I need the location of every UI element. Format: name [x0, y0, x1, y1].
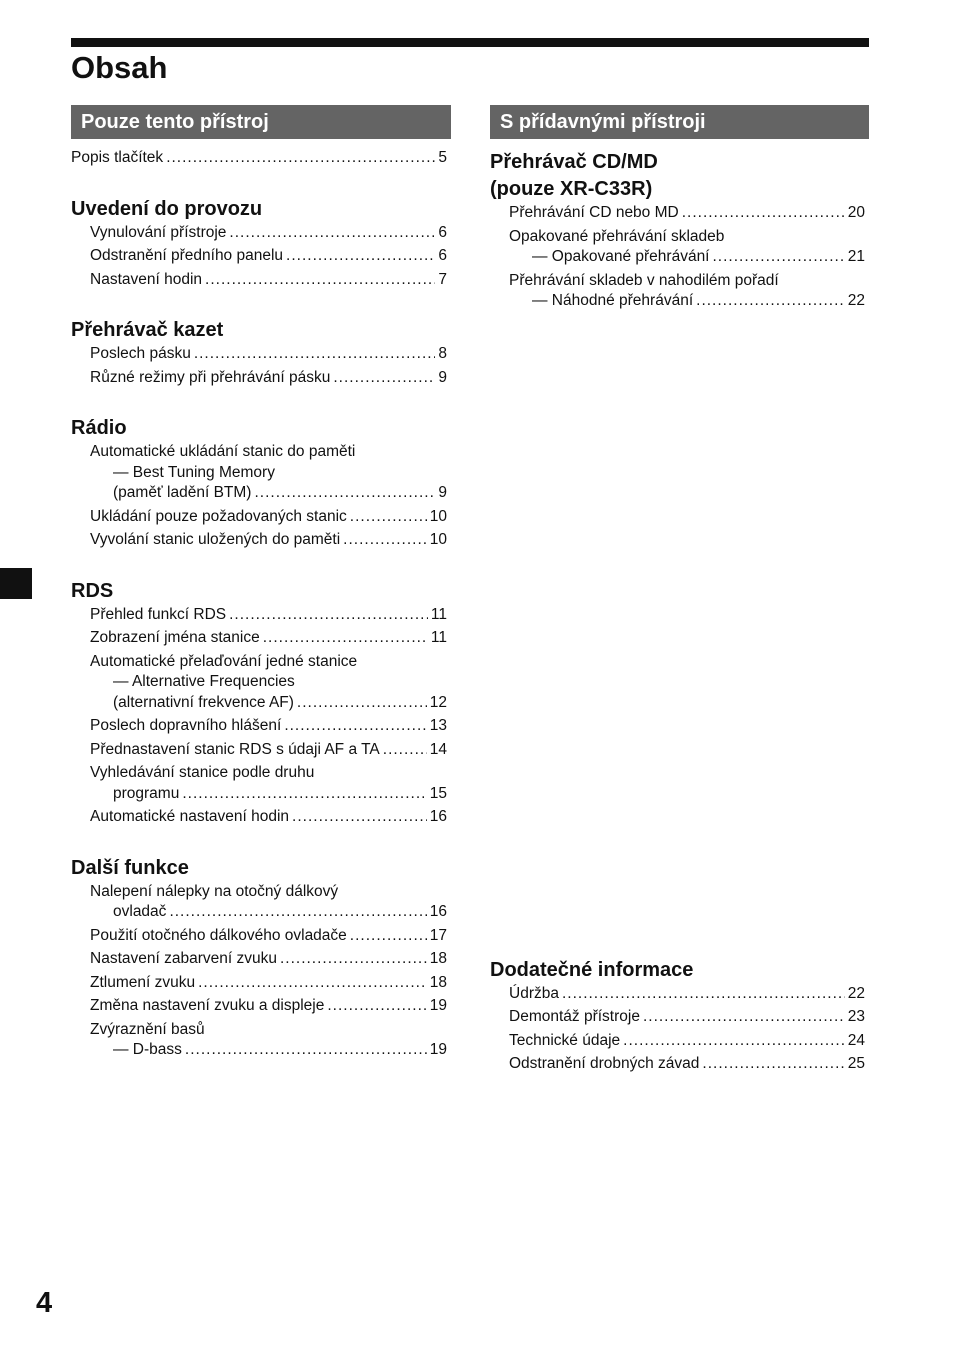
dot-leader [292, 807, 427, 828]
toc-entry-text: Údržba [509, 984, 559, 1002]
toc-entry[interactable] [71, 628, 451, 649]
toc-entry[interactable] [71, 882, 451, 923]
toc-entry[interactable] [71, 996, 451, 1017]
toc-entry-line [71, 763, 451, 784]
toc-entry-list [71, 344, 451, 388]
toc-entry-list [71, 442, 451, 551]
dot-leader [350, 926, 427, 947]
toc-entry-list [490, 984, 869, 1075]
toc-entry[interactable] [71, 716, 451, 737]
toc-page-number: 21 [847, 248, 865, 265]
toc-entry-list [71, 223, 451, 291]
section-band-pouze-tento-pristroj: Pouze tento přístroj [71, 105, 451, 139]
toc-page-number: 24 [847, 1031, 865, 1049]
toc-page-number: 8 [438, 345, 447, 362]
dot-leader [263, 628, 428, 649]
toc-page-number: 22 [847, 984, 865, 1002]
toc-entry-list [71, 882, 451, 1061]
toc-entry-text: Demontáž přístroje [509, 1008, 640, 1025]
toc-entry[interactable] [490, 271, 869, 312]
toc-entry[interactable] [71, 344, 451, 365]
toc-entry-continuation [71, 784, 451, 805]
toc-entry-line [71, 530, 451, 551]
toc-entry-text: (paměť ladění BTM) [113, 484, 252, 501]
dot-leader [182, 784, 426, 805]
toc-entry-line [490, 271, 869, 292]
toc-entry-continuation [71, 1040, 451, 1061]
toc-entry-line [490, 203, 869, 224]
dot-leader [198, 973, 427, 994]
toc-entry-text: (alternativní frekvence AF) [113, 693, 294, 711]
toc-page-number: 25 [847, 1055, 865, 1072]
toc-entry-text: Automatické nastavení hodin [90, 808, 290, 825]
toc-entry-text: Odstranění drobných závad [509, 1055, 700, 1072]
right-column [490, 105, 869, 1078]
toc-page-number: 11 [430, 629, 447, 646]
toc-entry-line [490, 1031, 869, 1052]
toc-entry-continuation [71, 463, 451, 484]
toc-page-number: 10 [429, 507, 447, 525]
toc-entry-text: Změna nastavení zvuku a displeje [90, 997, 325, 1014]
toc-entry[interactable] [71, 652, 451, 714]
section-heading: Přehrávač kazet [71, 319, 224, 341]
toc-entry-text: Vyvolání stanic uložených do paměti [90, 531, 341, 548]
dot-leader [350, 507, 427, 528]
toc-entry-text: — Alternative Frequencies [113, 673, 295, 690]
toc-page-number: 22 [847, 292, 865, 309]
section-heading [490, 957, 869, 984]
section-heading-line: Přehrávač CD/MD [490, 151, 658, 173]
toc-entry-list [71, 605, 451, 828]
dot-leader [333, 368, 435, 389]
toc-page-number: 12 [429, 693, 447, 711]
toc-entry[interactable] [71, 763, 451, 804]
toc-entry[interactable] [71, 270, 451, 291]
toc-entry-text: Přehled funkcí RDS [90, 605, 227, 623]
toc-entry-continuation [71, 672, 451, 693]
toc-entry[interactable] [71, 949, 451, 970]
toc-entry[interactable] [71, 507, 451, 528]
dot-leader [284, 716, 426, 737]
toc-entry-continuation [71, 902, 451, 923]
toc-entry-text: Odstranění předního panelu [90, 247, 284, 264]
dot-leader [383, 740, 427, 761]
toc-entry-line [71, 1020, 451, 1041]
toc-page-number: 6 [438, 247, 447, 264]
toc-entry-popis-tlacitek[interactable] [71, 148, 451, 169]
toc-entry-continuation [490, 247, 869, 268]
toc-entry-text: Nastavení hodin [90, 270, 203, 288]
toc-entry-text: — Best Tuning Memory [113, 463, 275, 481]
toc-page-number: 19 [429, 1041, 447, 1058]
toc-entry-line [71, 973, 451, 994]
toc-entry-text: Poslech dopravního hlášení [90, 717, 282, 734]
dot-leader [185, 1040, 427, 1061]
toc-entry-text: ovladač [113, 903, 167, 920]
toc-entry-continuation [71, 693, 451, 714]
dot-leader [280, 949, 427, 970]
toc-entry-line [71, 223, 451, 244]
toc-page-number: 18 [429, 950, 447, 967]
toc-entry[interactable] [71, 223, 451, 244]
toc-entry-line [71, 605, 451, 626]
toc-entry-line [71, 246, 451, 267]
section-heading-line: Dodatečné informace [490, 958, 694, 981]
toc-entry-text: Vynulování přístroje [90, 223, 227, 241]
dot-leader [643, 1007, 845, 1028]
toc-entry-text: Ztlumení zvuku [90, 973, 196, 991]
toc-entry-continuation [490, 291, 869, 312]
toc-entry-text: — Náhodné přehrávání [532, 292, 694, 309]
toc-entry-text: Přehrávání skladeb v nahodilém pořadí [509, 271, 779, 289]
toc-entry-line [71, 949, 451, 970]
toc-page-number: 6 [438, 223, 447, 241]
dot-leader [229, 223, 435, 244]
toc-page-number: 10 [429, 531, 447, 548]
dot-leader [286, 246, 435, 267]
toc-entry-line [71, 807, 451, 828]
toc-entry[interactable] [490, 203, 869, 224]
page-title: Obsah [71, 50, 168, 85]
toc-page-number: 19 [429, 997, 447, 1014]
toc-entry[interactable] [71, 740, 451, 761]
toc-entry-text: programu [113, 784, 180, 802]
dot-leader [297, 693, 427, 714]
dot-leader [205, 270, 435, 291]
toc-entry-text: Přednastavení stanic RDS s údaji AF a TA [90, 740, 380, 758]
toc-entry-line [71, 882, 451, 903]
top-rule [71, 38, 869, 47]
toc-entry[interactable] [71, 605, 451, 626]
toc-entry-line [71, 926, 451, 947]
toc-entry-text: Opakované přehrávání skladeb [509, 227, 725, 245]
toc-page-number: 9 [438, 484, 447, 501]
section-heading-line: (pouze XR-C33R) [490, 178, 653, 200]
dot-leader [169, 902, 426, 923]
toc-entry-text: Zvýraznění basů [90, 1020, 205, 1038]
toc-entry-list [490, 203, 869, 312]
section-heading: Další funkce [71, 856, 189, 879]
toc-page-number: 14 [429, 740, 447, 758]
toc-entry-line [71, 368, 451, 389]
dot-leader [254, 483, 435, 504]
dot-leader [562, 984, 845, 1005]
toc-entry-text: — Opakované přehrávání [532, 248, 710, 265]
toc-entry-text: Nalepení nálepky na otočný dálkový [90, 882, 339, 900]
toc-page-number: 9 [438, 368, 447, 386]
toc-entry-line [490, 1007, 869, 1028]
section-heading [490, 149, 869, 203]
dot-leader [696, 291, 845, 312]
toc-page-number: 20 [847, 204, 865, 221]
toc-entry-line [71, 148, 451, 169]
toc-entry-text: Automatické ukládání stanic do paměti [90, 443, 356, 460]
toc-entry-text: Automatické přelaďování jedné stanice [90, 652, 358, 670]
section-band-s-pridavnymi-pristroji: S přídavnými přístroji [490, 105, 869, 139]
toc-entry-line [71, 270, 451, 291]
toc-entry-continuation [71, 483, 451, 504]
toc-entry-text: Přehrávání CD nebo MD [509, 204, 679, 221]
toc-page-number: 18 [429, 973, 447, 991]
toc-entry[interactable] [71, 973, 451, 994]
toc-entry[interactable] [71, 807, 451, 828]
toc-page-number: 11 [430, 605, 447, 623]
toc-entry[interactable] [71, 246, 451, 267]
side-tab-marker [0, 568, 32, 599]
toc-entry-line [71, 716, 451, 737]
toc-entry-text: Použití otočného dálkového ovladače [90, 926, 347, 944]
section-heading: Uvedení do provozu [71, 197, 263, 220]
toc-entry-text: Poslech pásku [90, 345, 191, 362]
section-heading: RDS [71, 579, 114, 602]
toc-entry[interactable] [490, 1054, 869, 1075]
toc-entry-line [71, 442, 451, 463]
toc-entry[interactable] [71, 530, 451, 551]
toc-entry-line [490, 1054, 869, 1075]
toc-page-number: 15 [429, 784, 447, 802]
toc-entry-text: Technické údaje [509, 1031, 621, 1049]
toc-page-number: 7 [438, 270, 447, 288]
toc-page-number: 17 [429, 926, 447, 944]
toc-page-number: 5 [438, 149, 447, 166]
toc-page-number: 23 [847, 1008, 865, 1025]
toc-page-number: 16 [429, 903, 447, 920]
toc-entry-text: — D-bass [113, 1041, 182, 1058]
toc-entry[interactable] [71, 1020, 451, 1061]
toc-entry[interactable] [490, 1007, 869, 1028]
toc-entry[interactable] [490, 227, 869, 268]
toc-entry[interactable] [71, 926, 451, 947]
dot-leader [623, 1031, 845, 1052]
toc-entry-line [71, 652, 451, 673]
toc-entry[interactable] [490, 984, 869, 1005]
dot-leader [682, 203, 845, 224]
dot-leader [327, 996, 426, 1017]
toc-entry-line [71, 344, 451, 365]
toc-entry-line [490, 227, 869, 248]
section-heading: Rádio [71, 417, 127, 439]
dot-leader [702, 1054, 844, 1075]
toc-entry-line [71, 740, 451, 761]
toc-entry-text: Různé režimy při přehrávání pásku [90, 368, 331, 386]
dot-leader [713, 247, 845, 268]
toc-page-number: 16 [429, 808, 447, 825]
page-number: 4 [36, 1287, 53, 1319]
toc-entry[interactable] [71, 442, 451, 504]
toc-entry[interactable] [71, 368, 451, 389]
dot-leader [166, 148, 435, 169]
dot-leader [194, 344, 436, 365]
toc-page-number: 13 [429, 717, 447, 734]
toc-entry-text: Nastavení zabarvení zvuku [90, 950, 277, 967]
toc-entry-line [71, 507, 451, 528]
toc-entry[interactable] [490, 1031, 869, 1052]
toc-entry-line [490, 984, 869, 1005]
toc-entry-line [71, 996, 451, 1017]
left-column [71, 105, 451, 1064]
toc-entry-text: Popis tlačítek [71, 149, 164, 166]
toc-entry-text: Ukládání pouze požadovaných stanic [90, 507, 347, 525]
toc-entry-text: Zobrazení jména stanice [90, 629, 260, 646]
dot-leader [343, 530, 427, 551]
toc-entry-line [71, 628, 451, 649]
dot-leader [229, 605, 428, 626]
toc-entry-text: Vyhledávání stanice podle druhu [90, 764, 315, 781]
